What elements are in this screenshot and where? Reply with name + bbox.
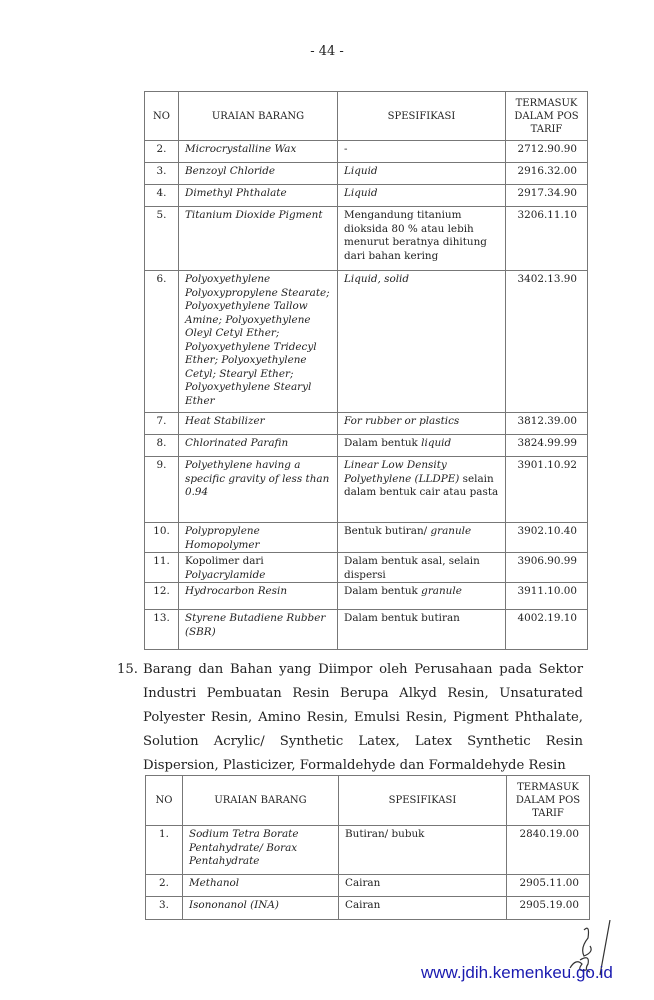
cell-spesifikasi [339,826,507,875]
row-number: 12. [145,583,179,610]
cell-pos-tarif: 3906.90.99 [506,553,588,583]
spesifikasi-text: granule [421,585,462,597]
row-number: 5. [145,207,179,271]
section-number: 15. [117,662,138,677]
page-number: - 44 - [310,44,344,59]
uraian-text: Polyethylene having a specific gravity of less than 0.94 [185,459,330,498]
table-body [146,826,590,920]
cell-uraian [183,826,339,875]
cell-spesifikasi [339,875,507,897]
cell-spesifikasi [338,207,506,271]
header-uraian: URAIAN BARANG [183,776,339,826]
header-uraian: URAIAN BARANG [179,92,338,141]
section-15 [117,658,583,778]
header-spesifikasi: SPESIFIKASI [338,92,506,141]
cell-pos-tarif: 3911.10.00 [506,583,588,610]
spesifikasi-text: Mengandung titanium dioksida 80 % atau lebih menurut beratnya dihitung dari bahan kering [344,209,487,262]
cell-uraian [179,583,338,610]
cell-pos-tarif: 2905.19.00 [507,897,590,920]
cell-pos-tarif: 3901.10.92 [506,457,588,523]
footer-url[interactable]: www.jdih.kemenkeu.go.id [421,963,613,982]
cell-spesifikasi [338,523,506,553]
uraian-text: Styrene Butadiene Rubber (SBR) [185,612,326,638]
cell-uraian [179,141,338,163]
spesifikasi-text: selain dalam bentuk cair atau pasta [344,472,499,498]
header-pos-tarif: TERMASUK DALAM POS TARIF [507,776,590,826]
header-no: NO [145,92,179,141]
uraian-text: Titanium Dioxide Pigment [185,209,323,221]
goods-table-1 [144,91,588,650]
row-number: 3. [146,897,183,920]
cell-spesifikasi [338,271,506,413]
cell-uraian [183,875,339,897]
table-row [146,897,590,920]
cell-pos-tarif: 2712.90.90 [506,141,588,163]
uraian-text: Polyacrylamide [185,568,266,581]
row-number: 10. [145,523,179,553]
spesifikasi-text: Butiran/ bubuk [345,828,425,840]
uraian-text: Isononanol (INA) [189,899,279,911]
table-row [145,523,588,553]
table-row [145,435,588,457]
table-row [145,163,588,185]
spesifikasi-text: Dalam bentuk [344,585,422,597]
uraian-text: Dimethyl Phthalate [185,187,287,199]
row-number: 4. [145,185,179,207]
spesifikasi-text: Liquid, solid [344,273,410,285]
row-number: 2. [146,875,183,897]
spesifikasi-text: granule [430,525,472,537]
cell-spesifikasi [338,435,506,457]
cell-spesifikasi [338,163,506,185]
cell-spesifikasi [338,185,506,207]
table-body [145,141,588,650]
goods-table-2 [145,775,590,920]
row-number: 8. [145,435,179,457]
spesifikasi-text: - [344,143,348,155]
uraian-text: Heat Stabilizer [185,415,265,427]
spesifikasi-text: Linear Low Density Polyethylene (LLDPE) [344,459,460,485]
row-number: 1. [146,826,183,875]
spesifikasi-text: Dalam bentuk [344,437,422,449]
cell-pos-tarif: 4002.19.10 [506,610,588,650]
table-row [145,610,588,650]
spesifikasi-text: liquid [421,437,452,449]
spesifikasi-text: Liquid [344,165,378,177]
header-no: NO [146,776,183,826]
table-row [145,553,588,583]
row-number: 11. [145,553,179,583]
table-row [145,271,588,413]
cell-uraian [179,457,338,523]
section-text: Barang dan Bahan yang Diimpor oleh Perusahaan pada Sektor Industri Pembuatan Resin Berupa Alkyd Resin, Unsaturated Polyester Resin, Amino Resin, Emulsi Resin, Pigment Phthalate, Solution Acrylic/ Synthetic Latex, Latex Synthetic Resin Dispersion, Plasticizer, Formaldehyde dan Formaldehyde Resin [143,662,583,773]
header-pos-tarif: TERMASUK DALAM POS TARIF [506,92,588,141]
cell-spesifikasi [338,610,506,650]
table-row [146,826,590,875]
spesifikasi-text: Dalam bentuk butiran [344,612,460,624]
header-spesifikasi: SPESIFIKASI [339,776,507,826]
uraian-text: Kopolimer dari [185,555,264,567]
uraian-text: Polyoxyethylene Polyoxypropylene Stearate; Polyoxyethylene Tallow Amine; Polyoxyethylene Oleyl Cetyl Ether; Polyoxyethylene Tridecyl Ether; Polyoxyethylene Cetyl; Stearyl Ether; Polyoxyethylene Stearyl Ether [185,273,330,407]
table-row [145,207,588,271]
cell-spesifikasi [338,457,506,523]
cell-pos-tarif: 2840.19.00 [507,826,590,875]
table-row [145,185,588,207]
cell-spesifikasi [338,413,506,435]
cell-pos-tarif: 3824.99.99 [506,435,588,457]
uraian-text: Sodium Tetra Borate Pentahydrate/ Borax Pentahydrate [189,828,299,867]
uraian-text: Polypropylene Homopolymer [185,525,260,551]
cell-uraian [179,610,338,650]
table-row [145,413,588,435]
cell-uraian [179,523,338,553]
spesifikasi-text: Bentuk butiran/ [344,525,431,537]
cell-pos-tarif: 2917.34.90 [506,185,588,207]
cell-uraian [179,185,338,207]
uraian-text: Hydrocarbon Resin [185,585,288,597]
spesifikasi-text: For rubber or plastics [344,415,460,427]
row-number: 9. [145,457,179,523]
cell-pos-tarif: 2916.32.00 [506,163,588,185]
cell-uraian [179,435,338,457]
row-number: 6. [145,271,179,413]
row-number: 2. [145,141,179,163]
uraian-text: Microcrystalline Wax [185,143,297,155]
cell-spesifikasi [338,141,506,163]
spesifikasi-text: Cairan [345,877,381,889]
table-row [145,141,588,163]
row-number: 13. [145,610,179,650]
uraian-text: Chlorinated Parafin [185,437,289,449]
cell-pos-tarif: 3206.11.10 [506,207,588,271]
uraian-text: Benzoyl Chloride [185,165,276,177]
cell-uraian [179,553,338,583]
table-row [145,457,588,523]
cell-pos-tarif: 3402.13.90 [506,271,588,413]
row-number: 3. [145,163,179,185]
row-number: 7. [145,413,179,435]
cell-uraian [179,413,338,435]
cell-spesifikasi [339,897,507,920]
spesifikasi-text: Dalam bentuk asal, selain dispersi [344,555,480,581]
cell-uraian [179,207,338,271]
cell-pos-tarif: 3812.39.00 [506,413,588,435]
cell-spesifikasi [338,553,506,583]
uraian-text: Methanol [189,877,240,889]
cell-pos-tarif: 2905.11.00 [507,875,590,897]
cell-uraian [179,163,338,185]
table-row [145,583,588,610]
spesifikasi-text: Liquid [344,187,378,199]
cell-uraian [179,271,338,413]
cell-spesifikasi [338,583,506,610]
cell-uraian [183,897,339,920]
table-row [146,875,590,897]
spesifikasi-text: Cairan [345,899,381,911]
cell-pos-tarif: 3902.10.40 [506,523,588,553]
